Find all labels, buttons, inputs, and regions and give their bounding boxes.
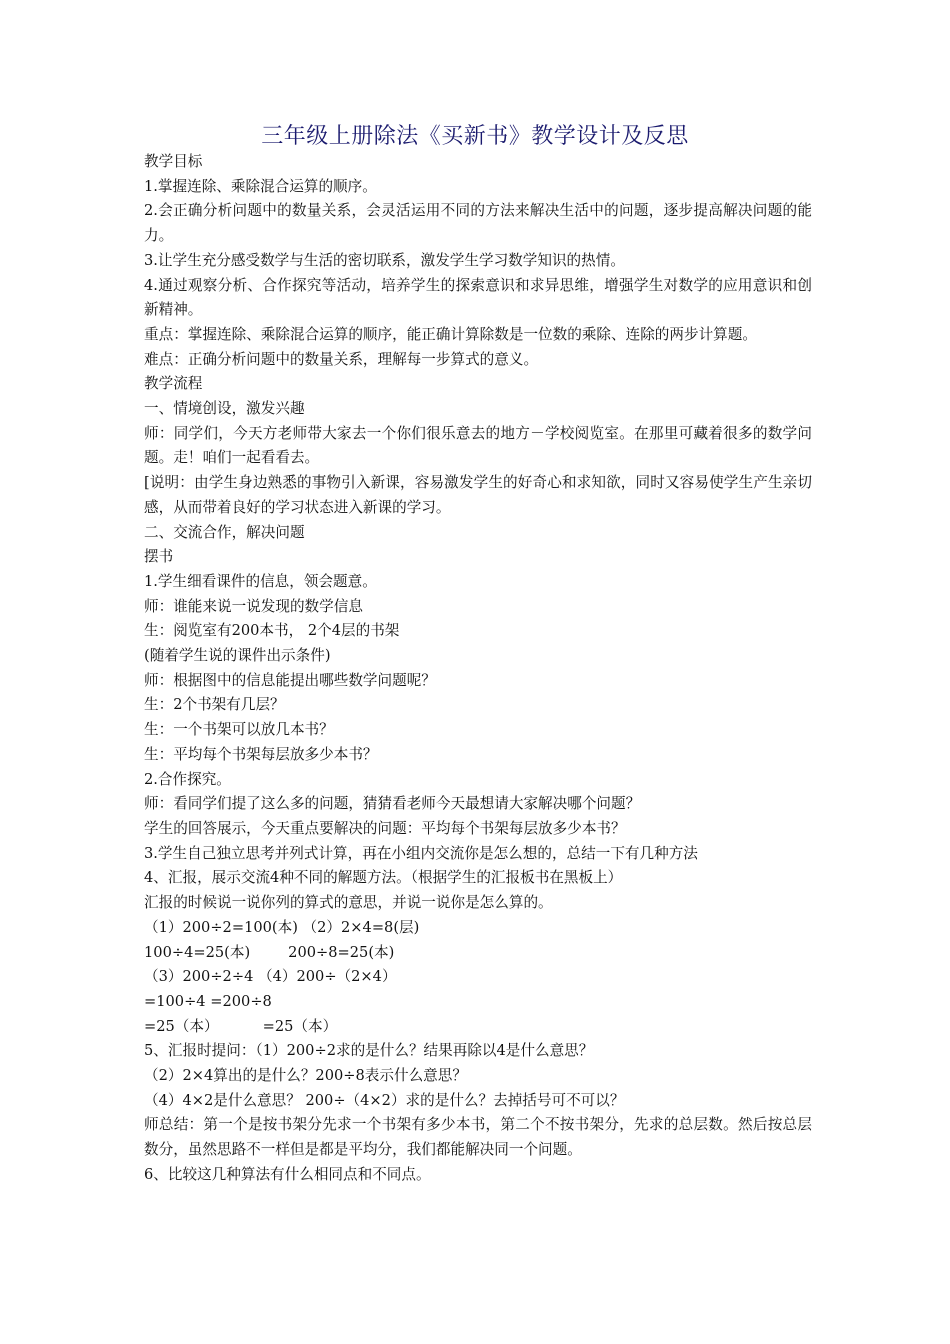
section2-subheading: 摆书 <box>144 548 174 566</box>
after-line: （2）2×4算出的是什么？200÷8表示什么意思？ <box>144 1067 467 1085</box>
dialogue-line: 生：平均每个书架每层放多少本书？ <box>144 745 378 763</box>
method-line-2 <box>144 941 812 966</box>
dialogue-line: 生：2个书架有几层？ <box>144 696 285 714</box>
teacher-summary: 师总结：第一个是按书架分先求一个书架有多少本书，第二个不按书架分，先求的总层数。然后按总层数分，虽然思路不一样但是都是平均分，我们都能解决同一个问题。 <box>144 1116 812 1159</box>
method-2-step: 200÷8=25(本) <box>288 943 395 961</box>
objectives-heading: 教学目标 <box>144 153 203 170</box>
process-heading: 教学流程 <box>144 375 203 393</box>
dialogue-line: 师：看同学们提了这么多的问题，猜猜看老师今天最想请大家解决哪个问题？ <box>144 795 641 813</box>
dialogue-line: 生：一个书架可以放几本书？ <box>144 721 334 739</box>
dialogue-line: 生：阅览室有200本书， 2个4层的书架 <box>144 622 400 640</box>
objective-3: 3.让学生充分感受数学与生活的密切联系，激发学生学习数学知识的热情。 <box>144 251 625 269</box>
method-4-result: =25（本） <box>262 1017 338 1035</box>
dialogue-line: 师：根据图中的信息能提出哪些数学问题呢？ <box>144 671 436 689</box>
after-line: 5、汇报时提问：（1）200÷2求的是什么？结果再除以4是什么意思？ <box>144 1042 594 1060</box>
method-1-step: 100÷4=25(本) <box>144 943 251 961</box>
method-line-3: （3）200÷2÷4 （4）200÷（2×4） <box>144 968 397 986</box>
dialogue-line: 1.学生细看课件的信息，领会题意。 <box>144 572 377 590</box>
dialogue-line: 4、汇报，展示交流4种不同的解题方法。（根据学生的汇报板书在黑板上） <box>144 869 623 887</box>
section1-heading: 一、情境创设，激发兴趣 <box>144 400 305 418</box>
key-point: 重点：掌握连除、乘除混合运算的顺序，能正确计算除数是一位数的乘除、连除的两步计算题。 <box>144 325 757 343</box>
dialogue-line: 2.合作探究。 <box>144 770 231 788</box>
dialogue-line: 汇报的时候说一说你列的算式的意思，并说一说你是怎么算的。 <box>144 894 553 912</box>
dialogue-line: 3.学生自己独立思考并列式计算，再在小组内交流你是怎么想的，总结一下有几种方法 <box>144 844 698 862</box>
section2-heading: 二、交流合作，解决问题 <box>144 523 305 541</box>
method-3-result: =25（本） <box>144 1017 219 1035</box>
objective-4: 4.通过观察分析、合作探究等活动，培养学生的探索意识和求异思维，增强学生对数学的应用意识和创新精神。 <box>144 276 812 319</box>
after-line: （4）4×2是什么意思？ 200÷（4×2）求的是什么？去掉括号可不可以？ <box>144 1091 625 1109</box>
objective-1: 1.掌握连除、乘除混合运算的顺序。 <box>144 177 377 195</box>
method-line-4: =100÷4 =200÷8 <box>144 992 272 1010</box>
dialogue-line: 师：谁能来说一说发现的数学信息 <box>144 597 363 615</box>
method-line-5 <box>144 1015 812 1040</box>
after-line: 6、比较这几种算法有什么相同点和不同点。 <box>144 1165 431 1183</box>
objective-2: 2.会正确分析问题中的数量关系，会灵活运用不同的方法来解决生活中的问题，逐步提高解决问题的能力。 <box>144 202 812 245</box>
method-line-1: （1）200÷2=100(本) （2）2×4=8(层) <box>144 918 420 936</box>
dialogue-line: 学生的回答展示，今天重点要解决的问题：平均每个书架每层放多少本书？ <box>144 819 626 837</box>
document-body <box>144 150 812 1188</box>
dialogue-line: (随着学生说的课件出示条件) <box>144 647 331 665</box>
document-title: 三年级上册除法《买新书》教学设计及反思 <box>261 124 689 149</box>
section1-note: [说明：由学生身边熟悉的事物引入新课，容易激发学生的好奇心和求知欲，同时又容易使学生产生亲切感，从而带着良好的学习状态进入新课的学习。 <box>144 474 812 516</box>
difficulty: 难点：正确分析问题中的数量关系，理解每一步算式的意义。 <box>144 350 539 368</box>
section1-teacher-line: 师：同学们，今天方老师带大家去一个你们很乐意去的地方－学校阅览室。在那里可藏着很多的数学问题。走！咱们一起看看去。 <box>144 424 812 467</box>
